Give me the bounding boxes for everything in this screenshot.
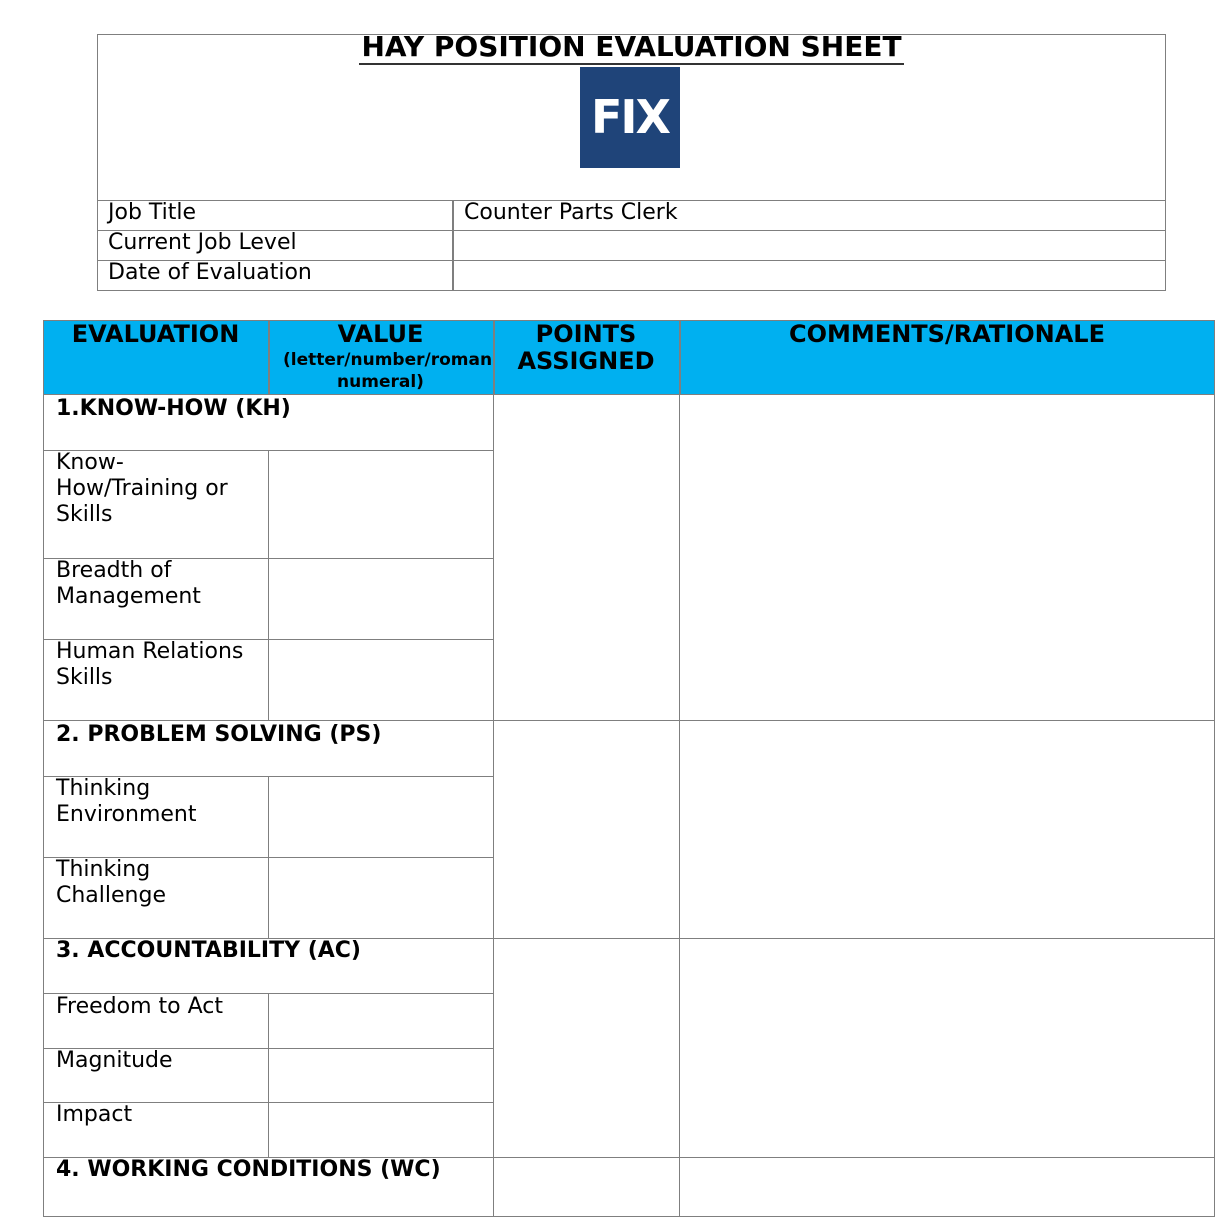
item-label: Freedom to Act xyxy=(56,994,223,1019)
header-value: VALUE xyxy=(337,320,424,348)
info-divider xyxy=(452,200,454,290)
value-cell[interactable] xyxy=(268,857,494,939)
comments-ac[interactable] xyxy=(679,938,1215,1158)
item-label: Breadth of Management xyxy=(56,558,201,609)
item-label: Thinking Challenge xyxy=(56,857,166,908)
date-value[interactable] xyxy=(464,260,1154,286)
value-cell[interactable] xyxy=(268,1102,494,1158)
page-title: HAY POSITION EVALUATION SHEET xyxy=(361,30,902,63)
item-label: Thinking Environment xyxy=(56,776,197,827)
value-cell[interactable] xyxy=(268,776,494,858)
header-comments: COMMENTS/RATIONALE xyxy=(789,320,1105,348)
value-cell[interactable] xyxy=(268,450,494,559)
section-title: 1.KNOW-HOW (KH) xyxy=(56,396,291,421)
points-ac[interactable] xyxy=(493,938,680,1158)
header-value-sub: (letter/number/roman numeral) xyxy=(283,350,493,392)
comments-wc[interactable] xyxy=(679,1157,1215,1217)
value-cell[interactable] xyxy=(268,639,494,721)
info-label: Current Job Level xyxy=(108,230,297,255)
value-cell[interactable] xyxy=(268,1048,494,1103)
job-level-value[interactable] xyxy=(464,230,1154,256)
fix-logo: FIX xyxy=(580,67,680,168)
item-label: Magnitude xyxy=(56,1048,173,1073)
points-kh[interactable] xyxy=(493,394,680,721)
section-title: 2. PROBLEM SOLVING (PS) xyxy=(56,722,382,747)
item-label: Impact xyxy=(56,1102,133,1127)
header-evaluation: EVALUATION xyxy=(71,320,240,348)
item-label: Human Relations Skills xyxy=(56,639,244,690)
info-label: Date of Evaluation xyxy=(108,260,312,285)
item-label: Know-How/Training or Skills xyxy=(56,450,228,527)
points-wc[interactable] xyxy=(493,1157,680,1217)
comments-ps[interactable] xyxy=(679,720,1215,939)
points-ps[interactable] xyxy=(493,720,680,939)
job-title-value[interactable]: Counter Parts Clerk xyxy=(464,200,678,225)
value-cell[interactable] xyxy=(268,993,494,1049)
value-cell[interactable] xyxy=(268,558,494,640)
header-points: POINTS ASSIGNED xyxy=(517,320,655,375)
comments-kh[interactable] xyxy=(679,394,1215,721)
info-label: Job Title xyxy=(108,200,197,225)
section-title: 3. ACCOUNTABILITY (AC) xyxy=(56,938,361,963)
section-title: 4. WORKING CONDITIONS (WC) xyxy=(56,1157,441,1182)
